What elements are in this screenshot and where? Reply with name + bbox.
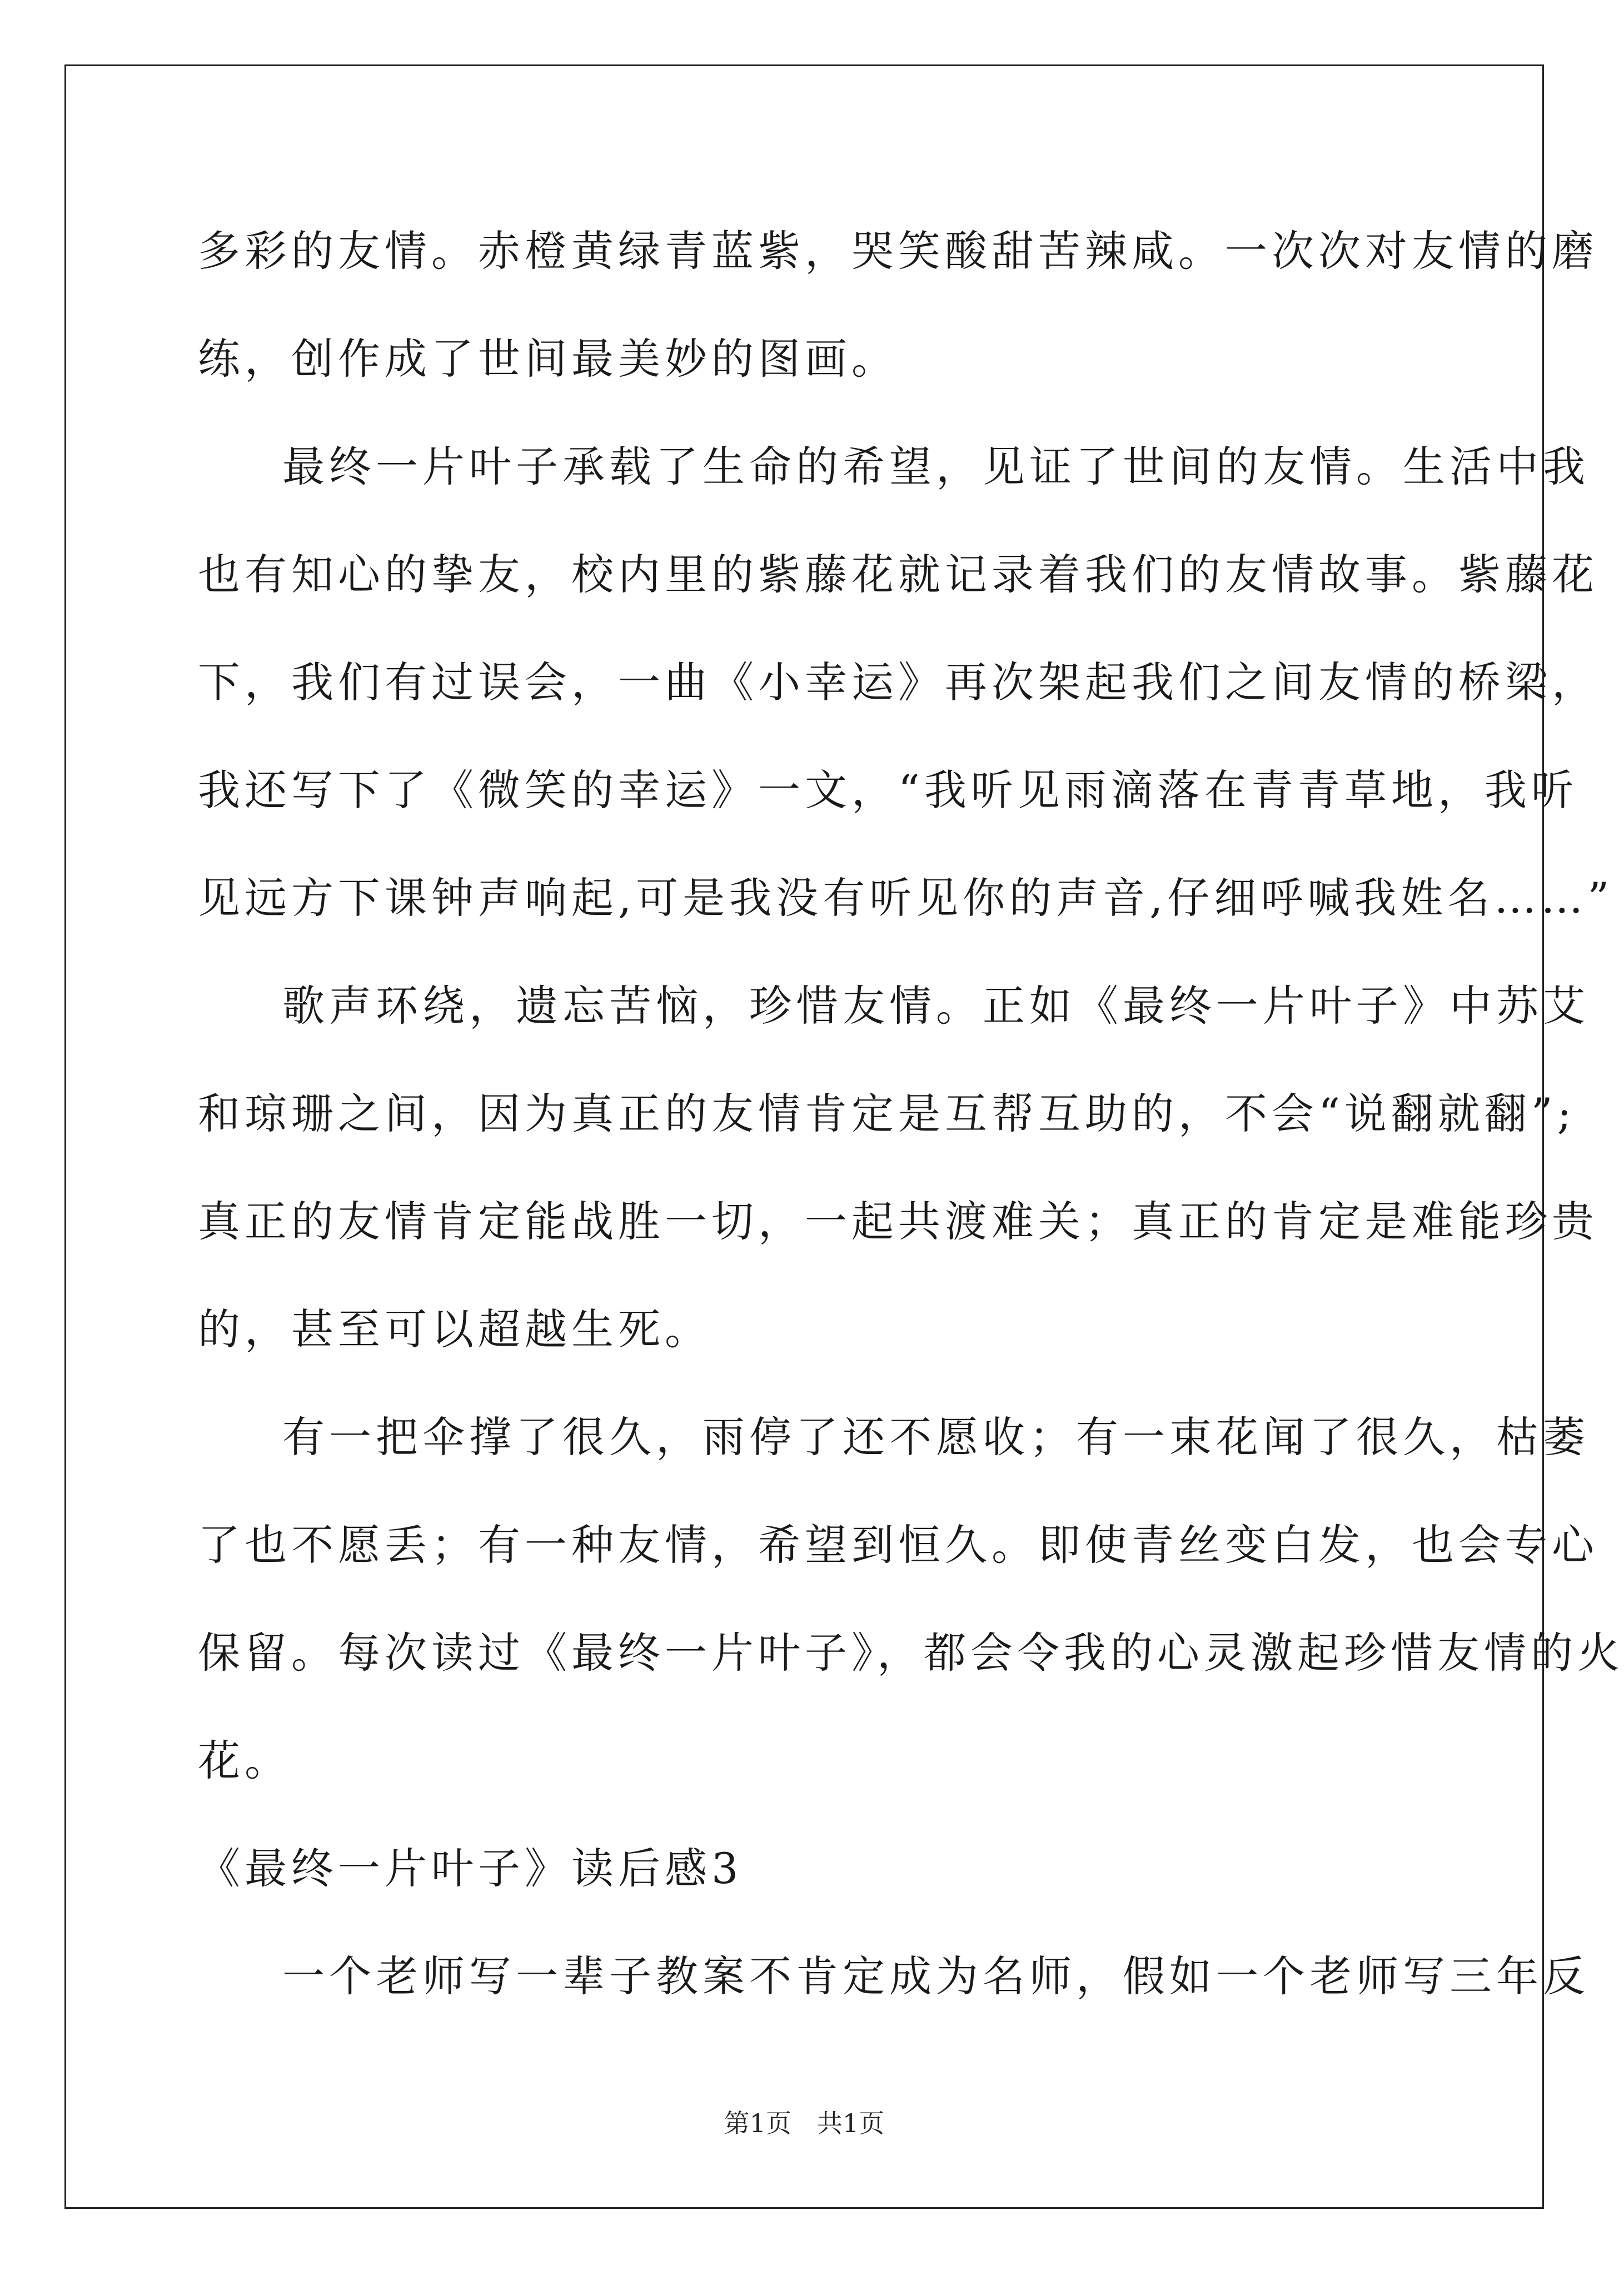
text-line: 保留。每次读过《最终一片叶子》，都会令我的心灵激起珍惜友情的火 <box>198 1628 1624 1677</box>
text-line: 的，甚至可以超越生死。 <box>198 1305 711 1354</box>
text-line: 花。 <box>198 1736 291 1785</box>
text-line: 下，我们有过误会，一曲《小幸运》再次架起我们之间友情的桥梁， <box>198 658 1598 707</box>
text-line: 见远方下课钟声响起,可是我没有听见你的声音,仔细呼喊我姓名……” <box>198 873 1614 923</box>
paragraph-first-line: 歌声环绕，遗忘苦恼，珍惜友情。正如《最终一片叶子》中苏艾 <box>282 981 1590 1031</box>
text-line: 练，创作成了世间最美妙的图画。 <box>198 334 898 384</box>
text-line: 真正的友情肯定能战胜一切，一起共渡难关；真正的肯定是难能珍贵 <box>198 1197 1598 1246</box>
section-heading: 《最终一片叶子》读后感3 <box>198 1844 743 1893</box>
text-line: 了也不愿丢；有一种友情，希望到恒久。即使青丝变白发，也会专心 <box>198 1520 1598 1570</box>
document-body <box>198 207 1624 2040</box>
text-line: 我还写下了《微笑的幸运》一文，“我听见雨滴落在青青草地，我听 <box>198 765 1578 815</box>
paragraph-first-line: 有一把伞撑了很久，雨停了还不愿收；有一束花闻了很久，枯萎 <box>282 1412 1590 1462</box>
text-line: 多彩的友情。赤橙黄绿青蓝紫，哭笑酸甜苦辣咸。一次次对友情的磨 <box>198 226 1598 276</box>
paragraph-first-line: 一个老师写一辈子教案不肯定成为名师，假如一个老师写三年反 <box>282 1952 1590 2001</box>
text-line: 也有知心的挚友，校内里的紫藤花就记录着我们的友情故事。紫藤花 <box>198 550 1598 599</box>
text-line: 和琼珊之间，因为真正的友情肯定是互帮互助的，不会“说翻就翻”; <box>198 1089 1576 1138</box>
page-number-footer: 第1页 共1页 <box>724 2108 885 2138</box>
paragraph-first-line: 最终一片叶子承载了生命的希望，见证了世间的友情。生活中我 <box>282 442 1590 491</box>
